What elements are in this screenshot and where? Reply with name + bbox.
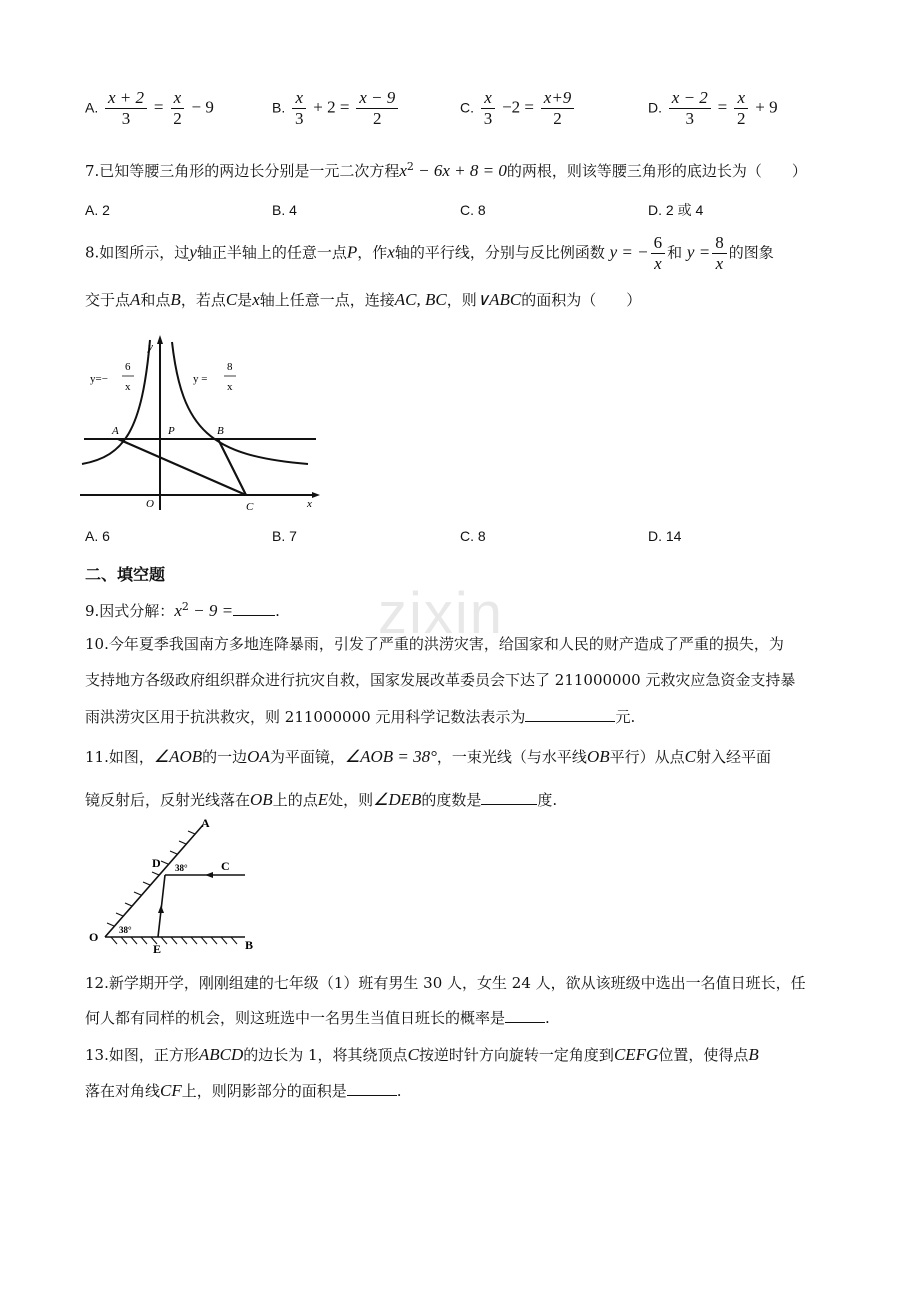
reflected-ray — [158, 875, 165, 937]
q8-option-a: A. 6 — [85, 528, 110, 544]
question-10-line1: 10.今年夏季我国南方多地连降暴雨，引发了严重的洪涝灾害，给国家和人民的财产造成了严重的损失，为 — [85, 635, 784, 653]
fraction: $\frac{x - 9}{2}$ — [356, 88, 398, 129]
label-a: A — [201, 816, 210, 830]
label-f1-den: x — [125, 381, 131, 393]
question-11-line2: 镜反射后，反射光线落在OB上的点E处，则∠DEB的度数是 度. — [85, 790, 558, 809]
label-f2-num: 8 — [227, 361, 233, 373]
question-11-line1: 11.如图，∠AOB的一边OA为平面镜，∠AOB = 38°，一束光线（与水平线OB平行）从点C射入经平面 — [85, 747, 771, 766]
fraction: $\frac{x}{2}$ — [734, 88, 749, 129]
answer-blank[interactable] — [505, 1008, 545, 1023]
option-c: C. $\frac{x}{3}$ −2 = $\frac{x+9}{2}$ — [460, 88, 576, 129]
label-y: y — [148, 341, 153, 353]
label-d: D — [152, 856, 161, 870]
q8-option-d: D. 14 — [648, 528, 682, 544]
x-axis-arrow — [312, 492, 320, 498]
y-axis-arrow — [157, 335, 163, 344]
question-8-line1: 8.如图所示，过y轴正半轴上的任意一点P，作x轴的平行线，分别与反比例函数 y = − $\frac{6}{x}$ 和 y = $\frac{8}{x}$ 的图象 — [85, 233, 774, 273]
segment-ac — [118, 439, 246, 495]
right-hyperbola — [172, 342, 308, 464]
q7-option-b: B. 4 — [272, 202, 297, 218]
label-c: C — [221, 859, 230, 873]
label-f1-prefix: y=− — [90, 373, 108, 385]
answer-blank[interactable] — [347, 1081, 397, 1096]
option-b: B. $\frac{x}{3}$ + 2 = $\frac{x - 9}{2}$ — [272, 88, 400, 129]
option-d: D. $\frac{x - 2}{3}$ = $\frac{x}{2}$ + 9 — [648, 88, 778, 128]
question-10-line3: 雨洪涝灾区用于抗洪救灾，则 211000000 元用科学记数法表示为 元. — [85, 708, 636, 726]
option-a: A. $\frac{x + 2}{3}$ = $\frac{x}{2}$ − 9 — [85, 88, 214, 128]
label-f2-den: x — [227, 381, 233, 393]
label-b: B — [245, 938, 254, 952]
question-13-line2: 落在对角线CF上，则阴影部分的面积是 . — [85, 1081, 402, 1100]
arrow-reflected — [158, 905, 164, 913]
fraction: $\frac{x+9}{2}$ — [541, 88, 575, 129]
label-x: x — [307, 498, 312, 510]
label-p: P — [168, 425, 175, 437]
label-f2-prefix: y = — [193, 373, 208, 385]
line-oa — [105, 825, 203, 937]
angle-label-d: 38° — [175, 863, 188, 873]
fraction: $\frac{x}{3}$ — [481, 88, 496, 129]
label-e: E — [153, 942, 162, 955]
q8-option-b: B. 7 — [272, 528, 297, 544]
fraction: $\frac{x - 2}{3}$ — [669, 88, 711, 129]
question-12-line2: 何人都有同样的机会，则这班选中一名男生当值日班长的概率是 . — [85, 1009, 550, 1027]
q7-option-d: D. 2 或 4 — [648, 202, 704, 218]
question-12-line1: 12.新学期开学，刚刚组建的七年级（1）班有男生 30 人，女生 24 人，欲从该班级中选出一名值日班长，任 — [85, 974, 806, 992]
question-13-line1: 13.如图，正方形ABCD的边长为 1，将其绕顶点C按逆时针方向旋转一定角度到CEFG位置，使得点B — [85, 1045, 759, 1064]
fraction: $\frac{x}{3}$ — [292, 88, 307, 129]
label-a: A — [112, 425, 119, 437]
q8-figure — [80, 330, 320, 520]
watermark: zixin — [378, 581, 505, 646]
q7-option-c: C. 8 — [460, 202, 486, 218]
label-f1-num: 6 — [125, 361, 131, 373]
arrow-incident — [205, 872, 213, 878]
answer-blank[interactable] — [525, 707, 615, 722]
fraction: $\frac{x}{2}$ — [170, 88, 185, 129]
label-o: O — [146, 498, 154, 510]
answer-blank[interactable] — [233, 601, 275, 616]
option-letter: A. — [85, 99, 99, 116]
q8-option-c: C. 8 — [460, 528, 486, 544]
fraction: $\frac{6}{x}$ — [651, 233, 666, 274]
question-10-line2: 支持地方各级政府组织群众进行抗灾自救，国家发展改革委员会下达了 211000000 元救灾应急资金支持暴 — [85, 671, 796, 689]
segment-bc — [218, 439, 246, 495]
angle-label-o: 38° — [119, 925, 132, 935]
fraction: $\frac{x + 2}{3}$ — [105, 88, 147, 129]
q7-option-a: A. 2 — [85, 202, 110, 218]
question-7-stem: 7.已知等腰三角形的两边长分别是一元二次方程$x^2 - 6x + 8 = 0$的两根，则该等腰三角形的底边长为（ ） — [85, 160, 807, 180]
question-8-line2: 交于点A和点B，若点C是x轴上任意一点，连接AC, BC，则∨ABC的面积为（ ） — [85, 290, 642, 309]
fraction: $\frac{8}{x}$ — [712, 233, 727, 274]
label-c: C — [246, 501, 254, 513]
answer-blank[interactable] — [481, 790, 537, 805]
label-o: O — [89, 930, 99, 944]
label-b: B — [217, 425, 224, 437]
left-hyperbola — [82, 340, 150, 464]
section-heading: 二、填空题 — [85, 567, 166, 584]
question-9: 9.因式分解：$x^2 - 9$ = . — [85, 600, 280, 620]
q11-figure — [85, 815, 270, 955]
